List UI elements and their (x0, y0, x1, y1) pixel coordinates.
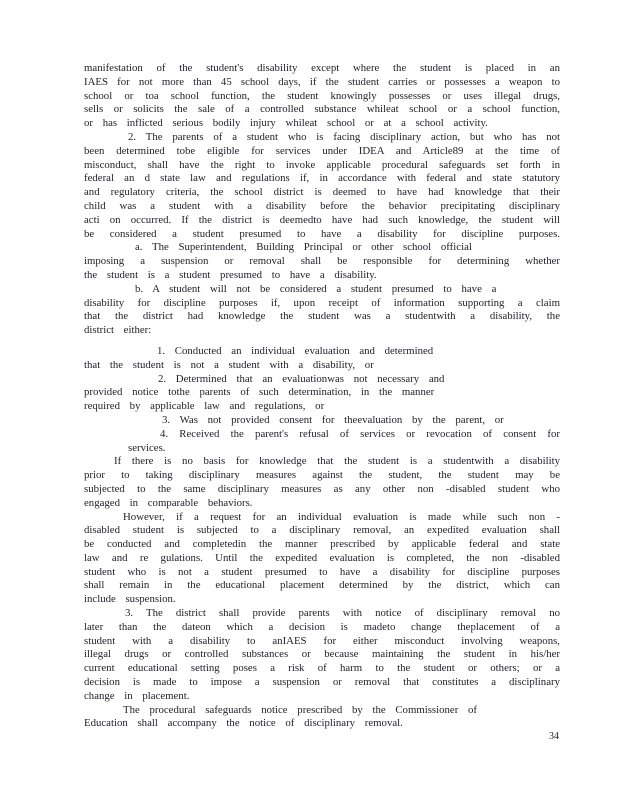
text-line: prior to taking disciplinary measures against the student, the student may be (84, 469, 560, 482)
text-line: services. (128, 441, 166, 454)
text-line: school or toa school function, the student knowingly possesses or uses illegal drugs, (84, 89, 560, 102)
text-line: be considered a student presumed to have a disability for discipline purposes. (84, 227, 560, 240)
text-line: If there is no basis for knowledge that the student is a studentwith a disability (114, 455, 560, 468)
text-line: the student is a student presumed to have a disability. (84, 268, 377, 281)
text-line: be conducted and completedin the manner prescribed by applicable federal and state (84, 538, 560, 551)
text-line: misconduct, shall have the right to invoke applicable procedural safeguards set forth in (84, 158, 560, 171)
text-line: illegal drugs or controlled substances or because maintaining the student in his/her (84, 648, 560, 661)
text-line: 2. The parents of a student who is facing disciplinary action, but who has not (128, 130, 560, 143)
text-line: b. A student will not be considered a student presumed to have a (135, 282, 497, 295)
text-line: child was a student with a disability before the behavior precipitating disciplinary (84, 199, 560, 212)
text-line: change in placement. (84, 689, 190, 702)
text-line: federal an d state law and regulations if, in accordance with federal and state statutory (84, 172, 560, 185)
text-line: disability for discipline purposes if, upon receipt of information supporting a claim (84, 296, 560, 309)
document-body (84, 62, 560, 731)
text-line: that the student is not a student with a disability, or (84, 358, 374, 371)
text-line: a. The Superintendent, Building Principal or other school official (135, 241, 472, 254)
text-line: acti on occurred. If the district is deemedto have had such knowledge, the student will (84, 213, 560, 226)
text-line: include suspension. (84, 593, 176, 606)
text-line: However, if a request for an individual evaluation is made while such non - (123, 510, 560, 523)
text-line: student who is not a student presumed to have a disability for discipline purposes (84, 565, 560, 578)
text-line: district either: (84, 324, 152, 337)
text-line: sells or solicits the sale of a controlled substance whileat school or a school function, (84, 103, 560, 116)
text-line: decision is made to impose a suspension or removal that constitutes a disciplinary (84, 676, 560, 689)
text-line: 3. Was not provided consent for theevaluation by the parent, or (162, 413, 504, 426)
text-line: engaged in comparable behaviors. (84, 496, 253, 509)
text-line: disabled student is subjected to a disciplinary removal, an expedited evaluation shall (84, 524, 560, 537)
page-number: 34 (549, 731, 559, 742)
text-line: The procedural safeguards notice prescribed by the Commissioner of (123, 703, 478, 716)
text-line: current educational setting poses a risk of harm to the student or others; or a (84, 662, 560, 675)
text-line: provided notice tothe parents of such determination, in the manner (84, 386, 435, 399)
text-line: 3. The district shall provide parents with notice of disciplinary removal no (125, 607, 560, 620)
text-line: manifestation of the student's disability except where the student is placed in an (84, 62, 560, 74)
text-line: Education shall accompany the notice of disciplinary removal. (84, 717, 403, 730)
text-line: subjected to the same disciplinary measures as any other non -disabled student who (84, 482, 560, 495)
text-line: been determined tobe eligible for services under IDEA and Article89 at the time of (84, 144, 560, 157)
text-line: IAES for not more than 45 school days, if the student carries or possesses a weapon to (84, 75, 560, 88)
text-line: and regulatory criteria, the school district is deemed to have had knowledge that their (84, 186, 560, 199)
text-line: 1. Conducted an individual evaluation and determined (157, 344, 434, 357)
text-line: that the district had knowledge the student was a studentwith a disability, the (84, 310, 560, 323)
text-line: 4. Received the parent's refusal of services or revocation of consent for (160, 427, 560, 440)
text-line: later than the dateon which a decision is madeto change theplacement of a (84, 620, 560, 633)
text-line: or has inflicted serious bodily injury whileat school or at a school activity. (84, 117, 488, 130)
text-line: required by applicable law and regulations, or (84, 400, 325, 413)
text-line: shall remain in the educational placement determined by the district, which can (84, 579, 560, 592)
text-line: 2. Determined that an evaluationwas not necessary and (158, 372, 445, 385)
text-line: student with a disability to anIAES for either misconduct involving weapons, (84, 634, 560, 647)
text-line: law and re gulations. Until the expedited evaluation is completed, the non -disabled (84, 551, 560, 564)
text-line: imposing a suspension or removal shall be responsible for determining whether (84, 255, 560, 268)
